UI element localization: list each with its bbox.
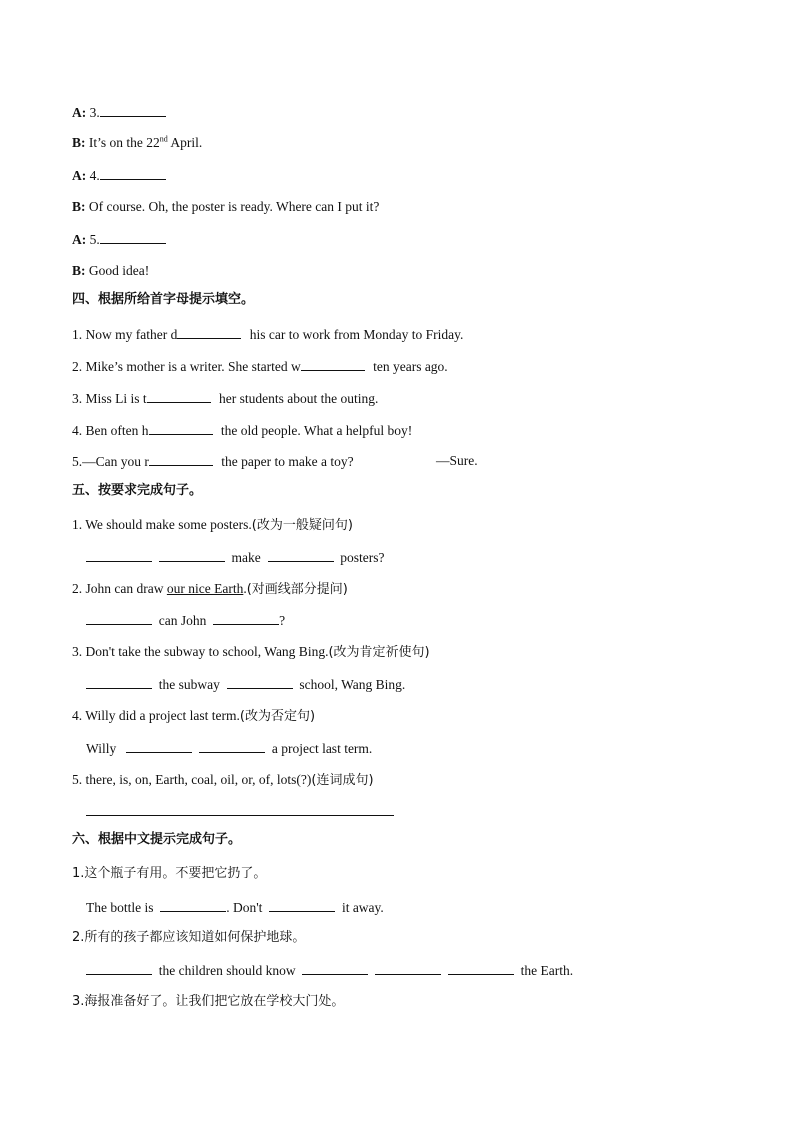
question-text: 4. Willy did a project last term. — [72, 708, 240, 723]
dialogue-text: 5. — [89, 232, 100, 247]
answer-word: the children should know — [158, 963, 296, 978]
answer-word: a project last term. — [271, 741, 373, 756]
section-4-item-4 — [72, 421, 412, 440]
item-text: 5.—Can you r — [72, 454, 149, 469]
answer-blank[interactable] — [448, 961, 514, 975]
dialogue-text: 3. — [89, 105, 100, 120]
answer-word: Willy — [86, 741, 117, 756]
dialogue-line-b3 — [72, 262, 149, 280]
answer-blank[interactable] — [159, 548, 225, 562]
answer-blank[interactable] — [126, 739, 192, 753]
instruction-note: (连词成句) — [311, 773, 374, 788]
question-text: 1. We should make some posters. — [72, 517, 252, 532]
section-6-question-2: 2.所有的孩子都应该知道如何保护地球。 — [72, 930, 306, 945]
answer-blank[interactable] — [160, 898, 226, 912]
item-text: 4. Ben often h — [72, 423, 149, 438]
item-text-end: his car to work from Monday to Friday. — [249, 327, 464, 342]
section-5-question-1 — [72, 516, 353, 535]
section-5-question-4 — [72, 707, 315, 726]
dialogue-line-a3 — [72, 103, 166, 122]
speaker-label: A: — [72, 105, 87, 120]
answer-word: the subway — [158, 677, 220, 692]
item-text: 3. Miss Li is t — [72, 391, 147, 406]
answer-blank[interactable] — [375, 961, 441, 975]
item-text-end: ten years ago. — [373, 359, 448, 374]
instruction-note: (改为肯定祈使句) — [328, 645, 430, 660]
dialogue-text: Of course. Oh, the poster is ready. Where can I put it? — [88, 199, 380, 214]
section-4-item-3 — [72, 389, 378, 408]
answer-blank[interactable] — [100, 230, 166, 244]
speaker-label: A: — [72, 168, 87, 183]
section-5-heading: 五、按要求完成句子。 — [72, 483, 203, 498]
section-6-question-1: 1.这个瓶子有用。不要把它扔了。 — [72, 866, 267, 881]
section-5-answer-3 — [86, 675, 405, 694]
section-6-answer-2 — [86, 961, 573, 980]
dialogue-text-end: April. — [167, 135, 203, 150]
section-5-answer-4 — [86, 739, 372, 758]
item-text: 1. Now my father d — [72, 327, 178, 342]
dialogue-text: 4. — [89, 168, 100, 183]
answer-word: can John — [158, 613, 207, 628]
dialogue-line-a4 — [72, 166, 166, 185]
answer-blank[interactable] — [213, 611, 279, 625]
question-text-end: . — [243, 581, 247, 596]
answer-blank[interactable] — [149, 421, 213, 435]
section-4-heading: 四、根据所给首字母提示填空。 — [72, 292, 255, 307]
speaker-label: A: — [72, 232, 87, 247]
answer-blank[interactable] — [199, 739, 265, 753]
answer-word: school, Wang Bing. — [299, 677, 406, 692]
answer-word: make — [231, 550, 261, 565]
answer-blank[interactable] — [269, 898, 335, 912]
answer-blank[interactable] — [147, 389, 211, 403]
speaker-label: B: — [72, 199, 86, 214]
section-6-answer-1 — [86, 898, 384, 917]
answer-word: ? — [279, 613, 286, 628]
section-4-item-1 — [72, 325, 463, 344]
long-answer-line[interactable] — [86, 802, 394, 816]
question-text: 5. there, is, on, Earth, coal, oil, or, of, lots(?) — [72, 772, 312, 787]
answer-blank[interactable] — [149, 452, 213, 466]
ordinal-suffix: nd — [159, 134, 168, 144]
item-text-end: the paper to make a toy? — [221, 454, 354, 469]
instruction-note: (对画线部分提问) — [246, 582, 348, 597]
answer-blank[interactable] — [86, 961, 152, 975]
answer-blank[interactable] — [86, 548, 152, 562]
speaker-label: B: — [72, 135, 86, 150]
section-6-question-3: 3.海报准备好了。让我们把它放在学校大门处。 — [72, 994, 345, 1009]
answer-blank[interactable] — [100, 103, 166, 117]
section-5-question-3 — [72, 643, 430, 662]
answer-blank[interactable] — [302, 961, 368, 975]
item-text-end: the old people. What a helpful boy! — [220, 423, 413, 438]
answer-word: posters? — [340, 550, 385, 565]
instruction-note: (改为否定句) — [239, 709, 316, 724]
section-5-answer-2 — [86, 611, 285, 630]
dialogue-text: It’s on the 22 — [88, 135, 160, 150]
section-6-heading: 六、根据中文提示完成句子。 — [72, 832, 242, 847]
dialogue-line-b2 — [72, 198, 379, 216]
section-5-answer-1 — [86, 548, 385, 567]
instruction-note: (改为一般疑问句) — [251, 518, 353, 533]
answer-word: the Earth. — [520, 963, 574, 978]
answer-blank[interactable] — [86, 611, 152, 625]
section-5-question-5 — [72, 771, 374, 790]
dialogue-line-a5 — [72, 230, 166, 249]
question-text: 2. John can draw — [72, 581, 167, 596]
answer-blank[interactable] — [86, 675, 152, 689]
dialogue-text: Good idea! — [88, 263, 150, 278]
item-text: 2. Mike’s mother is a writer. She started w — [72, 359, 301, 374]
speaker-label: B: — [72, 263, 86, 278]
answer-word: it away. — [341, 900, 384, 915]
answer-blank[interactable] — [100, 166, 166, 180]
reply-text: —Sure. — [436, 453, 478, 468]
answer-blank[interactable] — [268, 548, 334, 562]
section-5-answer-5 — [86, 802, 394, 821]
answer-blank[interactable] — [177, 325, 241, 339]
answer-blank[interactable] — [301, 357, 365, 371]
underlined-phrase: our nice Earth — [166, 581, 244, 596]
item-text-end: her students about the outing. — [219, 391, 379, 406]
answer-word: . Don't — [226, 900, 263, 915]
question-text: 3. Don't take the subway to school, Wang Bing. — [72, 644, 329, 659]
section-4-item-5 — [72, 452, 354, 471]
dialogue-line-b1 — [72, 134, 202, 152]
section-5-question-2 — [72, 580, 348, 599]
answer-blank[interactable] — [227, 675, 293, 689]
answer-word: The bottle is — [86, 900, 154, 915]
section-4-item-2 — [72, 357, 448, 376]
